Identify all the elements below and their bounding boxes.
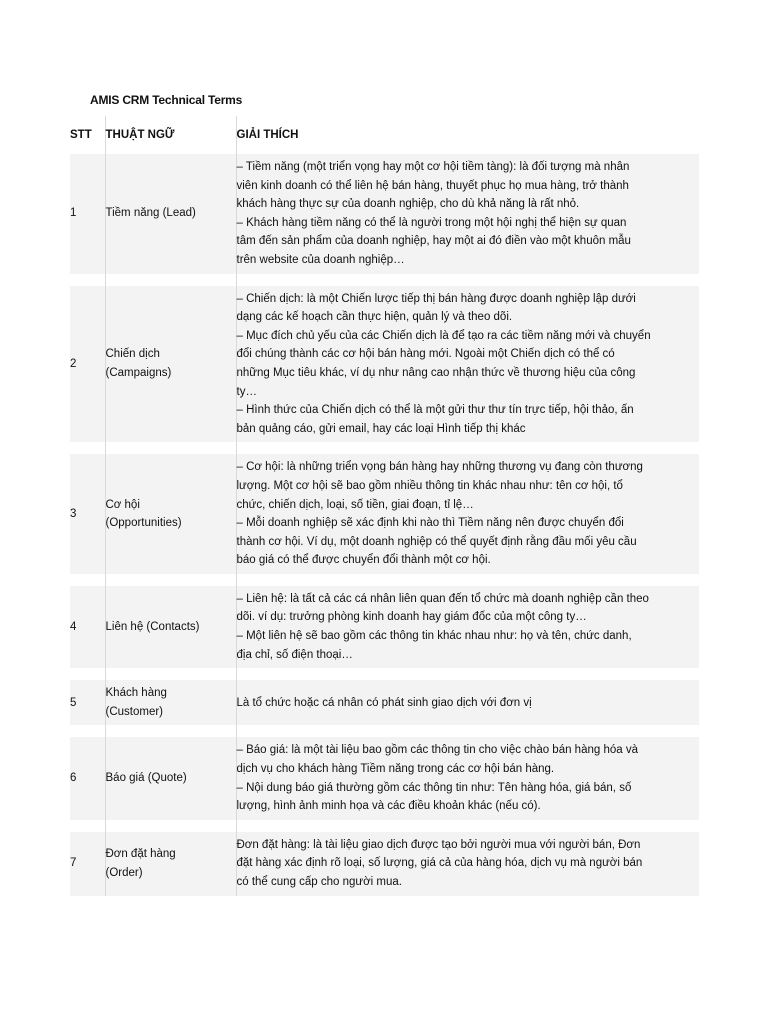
term-line: Khách hàng: [105, 687, 167, 700]
header-term: THUẬT NGỮ: [105, 116, 236, 154]
explanation-line: viên kinh doanh có thể liên hệ bán hàng, thuyết phục họ mua hàng, trở thành: [236, 179, 629, 192]
table-row: [70, 454, 699, 574]
term-cell: [105, 154, 236, 274]
explanation-cell: [236, 454, 699, 574]
gap-cell: [105, 820, 236, 832]
explanation-line: dõi. ví dụ: trưởng phòng kinh doanh hay giám đốc của một công ty…: [236, 611, 587, 624]
explanation-line: – Tiềm năng (một triển vọng hay một cơ hội tiềm tàng): là đối tượng mà nhân: [236, 161, 630, 173]
term-line: (Customer): [105, 705, 164, 718]
row-number: 1: [70, 154, 105, 274]
explanation-line: đổi chúng thành các cơ hội bán hàng mới. Ngoài một Chiến dịch có thể có: [236, 348, 615, 361]
row-number: 5: [70, 680, 105, 725]
row-number: 3: [70, 454, 105, 574]
explanation-line: địa chỉ, số điện thoại…: [236, 648, 353, 661]
explanation-line: Là tổ chức hoặc cá nhân có phát sinh giao dịch với đơn vị: [236, 696, 532, 709]
explanation-line: có thể cung cấp cho người mua.: [236, 876, 402, 888]
explanation-line: lượng, hình ảnh minh họa và các điều khoản khác (nếu có).: [236, 800, 541, 813]
explanation-cell: [236, 586, 699, 668]
explanation-line: chức, chiến dịch, loại, số tiền, giai đoạn, tỉ lệ…: [236, 498, 474, 511]
explanation-line: khách hàng thực sự của doanh nghiệp, cho dù khả năng là rất nhỏ.: [236, 198, 580, 211]
term-line: Chiến dịch: [105, 348, 160, 361]
row-gap: [70, 274, 699, 286]
gap-cell: [236, 725, 699, 737]
row-number: 7: [70, 832, 105, 896]
table-row: [70, 286, 699, 443]
explanation-line: Đơn đặt hàng: là tài liệu giao dịch được tạo bởi người mua với người bán, Đơn: [236, 838, 641, 851]
term-line: Tiềm năng (Lead): [105, 207, 196, 220]
terms-table: [70, 116, 699, 896]
term-line: Đơn đặt hàng: [105, 848, 176, 861]
explanation-line: – Liên hệ: là tất cả các cá nhân liên quan đến tổ chức mà doanh nghiệp cần theo: [236, 592, 649, 605]
header-row: [70, 116, 699, 154]
row-number: 2: [70, 286, 105, 443]
gap-cell: [236, 442, 699, 454]
explanation-cell: [236, 286, 699, 443]
gap-cell: [70, 274, 105, 286]
term-cell: [105, 737, 236, 819]
explanation-line: – Một liên hệ sẽ bao gồm các thông tin khác nhau như: họ và tên, chức danh,: [236, 630, 632, 643]
explanation-line: – Hình thức của Chiến dịch có thể là một gửi thư thư tín trực tiếp, hội thảo, ấn: [236, 404, 634, 417]
document-title: AMIS CRM Technical Terms: [90, 93, 243, 107]
explanation-cell: [236, 680, 699, 725]
explanation-cell: [236, 737, 699, 819]
table-row: [70, 832, 699, 896]
gap-cell: [236, 668, 699, 680]
gap-cell: [236, 274, 699, 286]
header-explanation: GIẢI THÍCH: [236, 116, 699, 154]
gap-cell: [70, 820, 105, 832]
term-cell: [105, 832, 236, 896]
explanation-line: thành cơ hội. Ví dụ, một doanh nghiệp có thể quyết định rằng đầu mối yêu cầu: [236, 535, 637, 548]
term-line: Liên hệ (Contacts): [105, 620, 200, 633]
explanation-line: dạng các kế hoạch cần thực hiện, quản lý và theo dõi.: [236, 311, 513, 324]
term-line: (Order): [105, 866, 143, 879]
explanation-line: – Báo giá: là một tài liệu bao gồm các thông tin cho việc chào bán hàng hóa và: [236, 744, 638, 757]
term-cell: [105, 454, 236, 574]
row-gap: [70, 820, 699, 832]
explanation-line: dịch vụ cho khách hàng Tiềm năng trong các cơ hội bán hàng.: [236, 763, 555, 776]
explanation-cell: [236, 154, 699, 274]
explanation-line: – Khách hàng tiềm năng có thể là người trong một hội nghị thể hiện sự quan: [236, 216, 627, 229]
explanation-line: tâm đến sản phẩm của doanh nghiệp, hay một ai đó điền vào một khuôn mẫu: [236, 235, 631, 248]
gap-cell: [105, 668, 236, 680]
row-gap: [70, 574, 699, 586]
explanation-line: trên website của doanh nghiệp…: [236, 253, 405, 266]
explanation-line: – Cơ hội: là những triển vọng bán hàng hay những thương vụ đang còn thương: [236, 461, 643, 474]
table-row: [70, 737, 699, 819]
gap-cell: [70, 668, 105, 680]
explanation-line: – Chiến dịch: là một Chiến lược tiếp thị bán hàng được doanh nghiệp lập dưới: [236, 292, 636, 305]
table-row: [70, 154, 699, 274]
explanation-line: – Nội dung báo giá thường gồm các thông tin như: Tên hàng hóa, giá bán, số: [236, 781, 632, 794]
row-gap: [70, 668, 699, 680]
gap-cell: [105, 574, 236, 586]
gap-cell: [236, 574, 699, 586]
explanation-line: lượng. Một cơ hội sẽ bao gồm nhiều thông tin khác nhau như: tên cơ hội, tổ: [236, 479, 623, 492]
term-cell: [105, 586, 236, 668]
explanation-line: bản quảng cáo, gửi email, hay các loại Hình tiếp thị khác: [236, 422, 526, 435]
term-line: Báo giá (Quote): [105, 772, 187, 785]
explanation-cell: [236, 832, 699, 896]
row-number: 4: [70, 586, 105, 668]
gap-cell: [236, 820, 699, 832]
row-number: 6: [70, 737, 105, 819]
explanation-line: đặt hàng xác định rõ loại, số lượng, giá cả của hàng hóa, dịch vụ mà người bán: [236, 857, 643, 870]
gap-cell: [105, 442, 236, 454]
header-stt: STT: [70, 128, 92, 141]
term-cell: [105, 680, 236, 725]
row-gap: [70, 725, 699, 737]
term-line: (Campaigns): [105, 366, 172, 379]
explanation-line: – Mục đích chủ yếu của các Chiến dịch là để tạo ra các tiềm năng mới và chuyển: [236, 329, 651, 342]
gap-cell: [70, 442, 105, 454]
gap-cell: [70, 725, 105, 737]
gap-cell: [70, 574, 105, 586]
explanation-line: ty…: [236, 385, 257, 398]
table-row: [70, 586, 699, 668]
explanation-line: những Mục tiêu khác, ví dụ như nâng cao nhận thức về thương hiệu của công: [236, 366, 636, 379]
gap-cell: [105, 725, 236, 737]
table-row: [70, 680, 699, 725]
term-cell: [105, 286, 236, 443]
gap-cell: [105, 274, 236, 286]
terms-body: [70, 154, 699, 896]
term-line: (Opportunities): [105, 517, 182, 530]
explanation-line: báo giá có thể được chuyển đổi thành một cơ hội.: [236, 554, 491, 567]
row-gap: [70, 442, 699, 454]
term-line: Cơ hội: [105, 498, 140, 511]
explanation-line: – Mỗi doanh nghiệp sẽ xác định khi nào thì Tiềm năng nên được chuyển đổi: [236, 517, 624, 530]
